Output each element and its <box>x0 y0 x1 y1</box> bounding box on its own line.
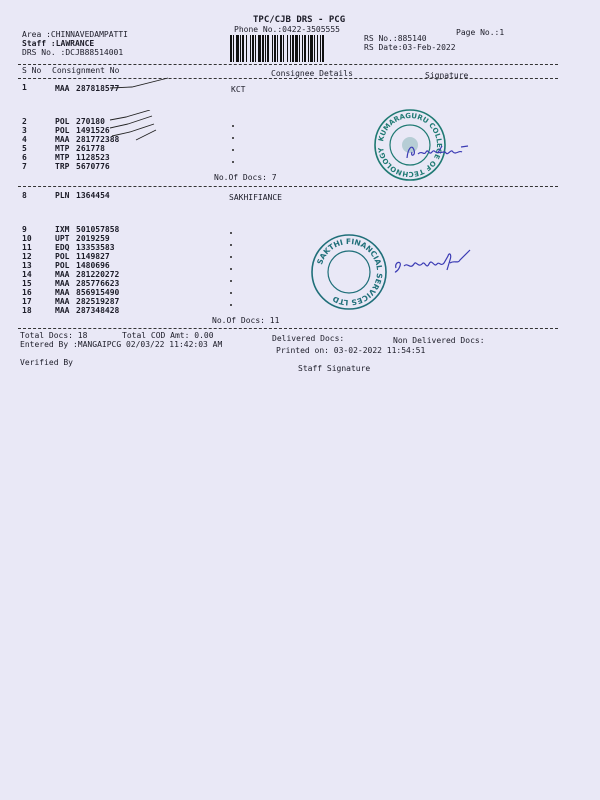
row-consignment-prefix: MAA <box>55 288 70 297</box>
row-consignment-prefix: MAA <box>55 135 70 144</box>
dot <box>230 292 232 294</box>
divider <box>18 64 558 65</box>
staff-label: Staff :LAWRANCE <box>22 39 95 48</box>
consignee-name: SAKHIFIANCE <box>229 193 282 202</box>
company-stamp-graphic <box>310 233 388 311</box>
row-sno: 15 <box>22 279 32 288</box>
entered-by: Entered By :MANGAIPCG 02/03/22 11:42:03 AM <box>20 340 223 349</box>
row-consignment-number: 13353583 <box>76 243 115 252</box>
dot <box>230 232 232 234</box>
non-delivered-docs: Non Delivered Docs: <box>393 336 485 345</box>
dot <box>230 280 232 282</box>
total-docs: Total Docs: 18 <box>20 331 88 340</box>
row-consignment-prefix: POL <box>55 252 70 261</box>
row-sno: 14 <box>22 270 32 279</box>
row-consignment-number: 1149827 <box>76 252 110 261</box>
no-of-docs: No.Of Docs: 11 <box>212 316 280 325</box>
divider <box>18 186 558 187</box>
row-consignment-number: 1491526 <box>76 126 110 135</box>
row-consignment-number: 1128523 <box>76 153 110 162</box>
row-sno: 16 <box>22 288 32 297</box>
staff-signature: Staff Signature <box>298 364 371 373</box>
svg-text:KUMARAGURU COLLEGE OF TECHNOLO: KUMARAGURU COLLEGE OF TECHNOLOGY <box>377 111 444 179</box>
row-sno: 13 <box>22 261 32 270</box>
divider <box>18 78 558 79</box>
row-consignment-number: 501057858 <box>76 225 120 234</box>
total-cod: Total COD Amt: 0.00 <box>122 331 214 340</box>
row-consignment-prefix: MTP <box>55 153 70 162</box>
col-signature: Signature <box>425 71 469 80</box>
document-title: TPC/CJB DRS - PCG <box>253 15 346 25</box>
row-consignment-number: 856915490 <box>76 288 120 297</box>
row-consignment-number: 281220272 <box>76 270 120 279</box>
row-consignment-number: 285776623 <box>76 279 120 288</box>
row-sno: 6 <box>22 153 27 162</box>
svg-text:SAKTHI FINANCIAL SERVICES LTD: SAKTHI FINANCIAL SERVICES LTD <box>315 236 385 308</box>
row-sno: 5 <box>22 144 27 153</box>
divider <box>18 328 558 329</box>
row-consignment-number: 270180 <box>76 117 105 126</box>
row-consignment-prefix: MAA <box>55 279 70 288</box>
consignee-name: KCT <box>231 85 246 94</box>
area-label: Area :CHINNAVEDAMPATTI <box>22 30 128 39</box>
tick-mark <box>108 110 158 146</box>
barcode <box>230 35 356 62</box>
dot <box>232 125 234 127</box>
row-consignment-number: 2019259 <box>76 234 110 243</box>
printed-on: Printed on: 03-02-2022 11:54:51 <box>276 346 426 355</box>
delivered-docs: Delivered Docs: <box>272 334 345 343</box>
rs-date: RS Date:03-Feb-2022 <box>364 43 456 52</box>
dot <box>232 137 234 139</box>
row-sno: 11 <box>22 243 32 252</box>
row-sno: 7 <box>22 162 27 171</box>
row-consignment-prefix: MAA <box>55 270 70 279</box>
row-sno: 17 <box>22 297 32 306</box>
row-consignment-prefix: MAA <box>55 306 70 315</box>
drs-number: DRS No. :DCJB88514001 <box>22 48 124 57</box>
rs-number: RS No.:885140 <box>364 34 427 43</box>
row-sno: 9 <box>22 225 27 234</box>
row-consignment-prefix: TRP <box>55 162 70 171</box>
row-consignment-prefix: EDQ <box>55 243 70 252</box>
row-consignment-prefix: UPT <box>55 234 70 243</box>
col-consignment: Consignment No <box>52 66 120 75</box>
dot <box>230 268 232 270</box>
row-consignment-number: 281772388 <box>76 135 120 144</box>
row-consignment-number: 1364454 <box>76 191 110 200</box>
row-consignment-prefix: POL <box>55 117 70 126</box>
row-sno: 12 <box>22 252 32 261</box>
dot <box>230 304 232 306</box>
phone-number: Phone No.:0422-3505555 <box>234 25 340 34</box>
row-consignment-number: 287348428 <box>76 306 120 315</box>
dot <box>232 149 234 151</box>
row-consignment-number: 5670776 <box>76 162 110 171</box>
dot <box>232 161 234 163</box>
page-number: Page No.:1 <box>456 28 505 37</box>
row-consignment-prefix: MAA <box>55 84 70 93</box>
row-consignment-prefix: POL <box>55 261 70 270</box>
row-consignment-number: 1480696 <box>76 261 110 270</box>
row-sno: 2 <box>22 117 27 126</box>
dot <box>230 244 232 246</box>
no-of-docs: No.Of Docs: 7 <box>214 173 277 182</box>
row-consignment-prefix: PLN <box>55 191 70 200</box>
col-consignee: Consignee Details <box>271 69 353 78</box>
row-sno: 4 <box>22 135 27 144</box>
row-sno: 10 <box>22 234 32 243</box>
row-sno: 18 <box>22 306 32 315</box>
row-sno: 8 <box>22 191 27 200</box>
company-stamp <box>310 233 388 311</box>
col-sno: S No <box>22 66 42 75</box>
row-sno: 1 <box>22 83 27 92</box>
row-consignment-prefix: IXM <box>55 225 70 234</box>
dot <box>230 256 232 258</box>
receiver-signature-1 <box>404 140 474 166</box>
row-consignment-number: 261778 <box>76 144 105 153</box>
row-consignment-prefix: POL <box>55 126 70 135</box>
row-consignment-prefix: MTP <box>55 144 70 153</box>
row-consignment-number: 282519287 <box>76 297 120 306</box>
row-consignment-number: 287818577 <box>76 84 120 93</box>
verified-by: Verified By <box>20 358 73 367</box>
receiver-signature-2 <box>392 248 474 282</box>
row-consignment-prefix: MAA <box>55 297 70 306</box>
row-sno: 3 <box>22 126 27 135</box>
tick-mark <box>110 76 170 92</box>
barcode-gap <box>324 35 327 62</box>
